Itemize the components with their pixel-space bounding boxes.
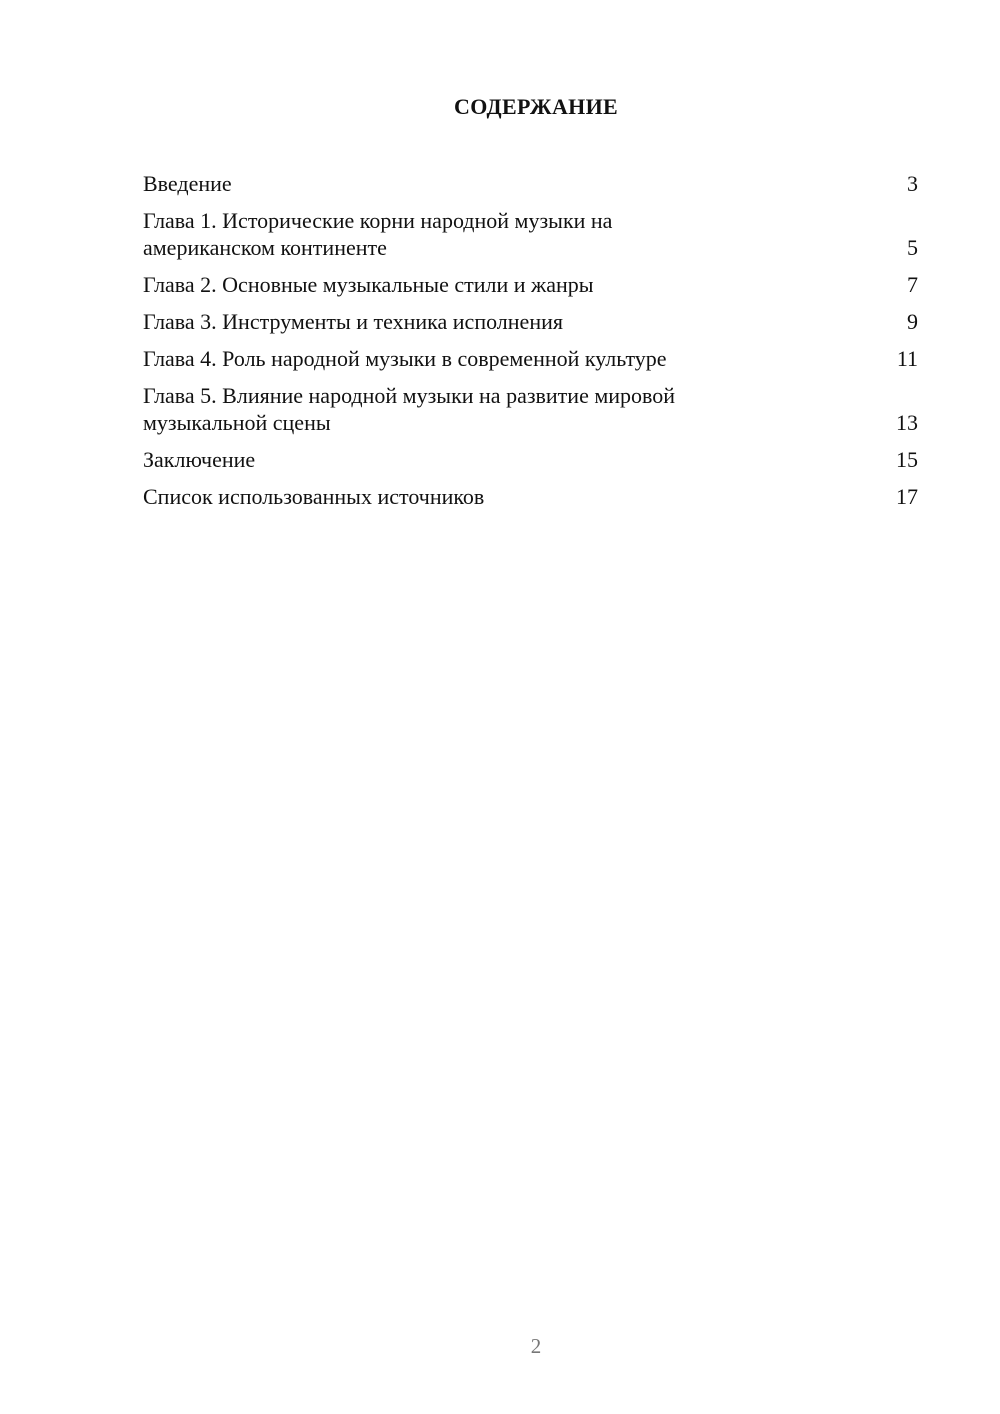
page-title: СОДЕРЖАНИЕ <box>454 94 618 119</box>
toc-entry-label: Заключение <box>143 447 256 472</box>
toc-entry-chapter-3[interactable] <box>143 308 918 335</box>
toc-entry-chapter-2[interactable] <box>143 271 918 298</box>
toc-entry-conclusion[interactable] <box>143 446 918 473</box>
toc-entry-label: Введение <box>143 171 232 196</box>
toc-entry-chapter-4[interactable] <box>143 345 918 372</box>
toc-entry-references[interactable] <box>143 483 918 510</box>
toc-entry-page: 13 <box>896 410 918 435</box>
toc-entry-page: 3 <box>907 171 918 196</box>
toc-entry-label: Глава 5. Влияние народной музыки на развитие мировой музыкальной сцены <box>143 383 676 435</box>
toc-entry-chapter-5[interactable] <box>143 382 918 436</box>
page-number: 2 <box>530 1334 542 1358</box>
toc-entry-introduction[interactable] <box>143 170 918 197</box>
toc-entry-label: Глава 2. Основные музыкальные стили и жанры <box>143 272 594 297</box>
toc-entry-label: Глава 1. Исторические корни народной музыки на американском континенте <box>143 208 613 260</box>
toc-entry-chapter-1[interactable] <box>143 207 918 261</box>
toc-entry-page: 9 <box>907 309 918 334</box>
toc-entry-page: 7 <box>907 272 918 297</box>
toc-entry-page: 17 <box>896 484 918 509</box>
table-of-contents <box>143 170 918 520</box>
toc-entry-label: Глава 3. Инструменты и техника исполнения <box>143 309 563 334</box>
toc-entry-page: 15 <box>896 447 918 472</box>
toc-entry-page: 5 <box>907 235 918 260</box>
toc-entry-label: Список использованных источников <box>143 484 485 509</box>
toc-entry-label: Глава 4. Роль народной музыки в современной культуре <box>143 346 667 371</box>
toc-entry-page: 11 <box>896 346 918 371</box>
